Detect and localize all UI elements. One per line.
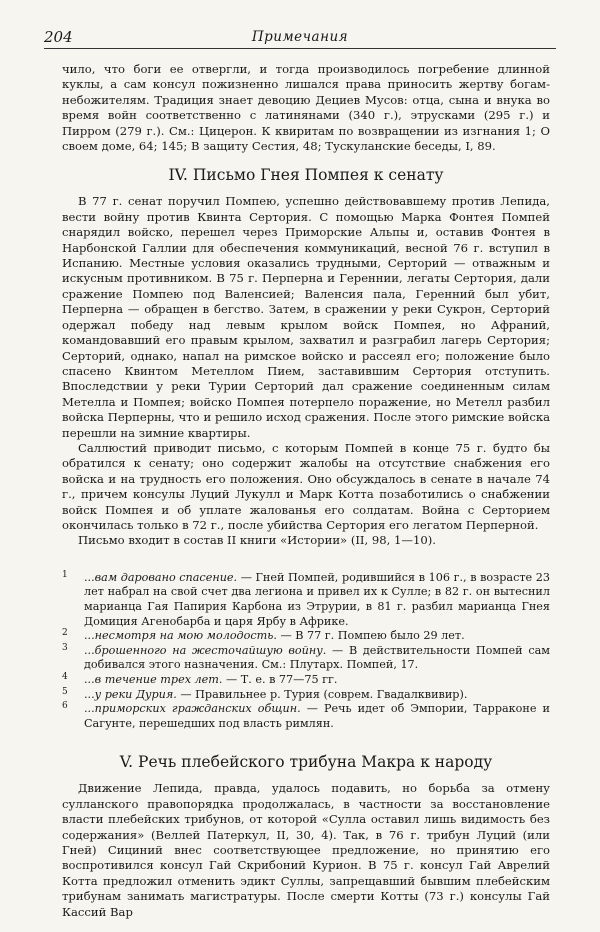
note-text: — Речь идет об Эмпории, Тарраконе и Сагунте, перешедших под власть римлян. [84, 702, 550, 730]
note [62, 644, 550, 673]
intro-paragraph: чило, что боги ее отвергли, и тогда производилось погребение длинной куклы, а сам консул пожизненно лишался права приносить жертву богам-небожителям. Традиция знает девоцию Дециев Мусов: отца, сына и внука во время войн соответственно с латинянами (340 г.), этрусками (295 г.) и Пирром (279 г.). См.: Цицерон. К квиритам по возвращении из изгнания 1; О своем доме, 64; 145; В защиту Сестия, 48; Тускуланские беседы, I, 89. [62, 62, 550, 154]
page-number: 204 [44, 28, 73, 46]
section-4-paragraph: В 77 г. сенат поручил Помпею, успешно действовавшему против Лепида, вести войну против Квинта Сертория. С помощью Марка Фонтея Помпей снарядил войско, перешел через Приморские Альпы и, оставив Фонтея в Нарбонской Галлии для обеспечения коммуникаций, весной 76 г. вступил в Испанию. Местные условия оказались трудными, Серторий — отважным и искусным противником. В 75 г. Перперна и Гереннии, легаты Сертория, дали сражение Помпею под Валенсией; Валенсия пала, Геренний был убит, Перперна — обращен в бегство. Затем, в сражении у реки Сукрон, Серторий одержал победу над левым крылом войск Помпея, но Афраний, командовавший его правым крылом, захватил и разграбил лагерь Сертория; Серторий, однако, напал на римское войско и рассеял его; положение было спасено Квинтом Метеллом Пием, заставившим Сертория отступить. Впоследствии у реки Турии Серторий дал сражение соединенным силам Метелла и Помпея; войско Помпея потерпело поражение, но Метелл разбил войска Перперны, что и решило исход сражения. После этого римские войска перешли на зимние квартиры. [62, 194, 550, 440]
note-number: 4 [62, 671, 68, 682]
section-4-title: IV. Письмо Гнея Помпея к сенату [168, 166, 444, 185]
note [62, 629, 550, 644]
note-text: — Гней Помпей, родившийся в 106 г., в возрасте 23 лет набрал на свой счет два легиона и привел их к Сулле; в 82 г. он вытеснил марианца Гая Папирия Карбона из Этрурии, в 81 г. разбил марианца Гнея Домиция Агенобарба и царя Ярбу в Африке. [84, 570, 550, 628]
note-quote: ...в течение трех лет. [84, 672, 223, 686]
note-quote: ...приморских гражданских общин. [84, 702, 301, 716]
page-header [44, 28, 556, 49]
notes-list [62, 571, 550, 732]
note-quote: ...вам даровано спасение. [84, 570, 238, 584]
note-quote: ...несмотря на мою молодость. [84, 629, 277, 643]
section-5-title: V. Речь плебейского трибуна Макра к народу [119, 753, 493, 772]
note-number: 1 [62, 569, 68, 580]
section-5-paragraph: Движение Лепида, правда, удалось подавить, но борьба за отмену сулланского правопорядка продолжалась, в частности за восстановление власти плебейских трибунов, от которой «Сулла оставил лишь видимость без содержания» (Веллей Патеркул, II, 30, 4). Так, в 76 г. трибун Луций (или Гней) Сициний внес соответствующее предложение, но принятию его воспротивился консул Гай Скрибоний Курион. В 75 г. консул Гай Аврелий Котта предложил отменить эдикт Суллы, запрещавший бывшим плебейским трибунам занимать магистратуры. После смерти Котты (73 г.) консулы Гай Кассий Вар [62, 781, 550, 919]
note-number: 5 [62, 686, 68, 697]
note-quote: ...у реки Дурия. [84, 687, 177, 701]
note-number: 2 [62, 628, 68, 639]
note [62, 571, 550, 629]
section-4-paragraph: Саллюстий приводит письмо, с которым Помпей в конце 75 г. будто бы обратился к сенату; оно содержит жалобы на отсутствие снабжения его войска и на трудность его положения. Оно обсуждалось в сенате в начале 74 г., причем консулы Луций Лукулл и Марк Котта позаботились о снабжении войск Помпея и об уплате жалованья его солдатам. Война с Серторием окончилась только в 72 г., после убийства Сертория его легатом Перперной. [62, 440, 550, 532]
note-text: — В действительности Помпей сам добивался этого назначения. См.: Плутарх. Помпей, 17. [84, 643, 550, 672]
note [62, 688, 550, 703]
running-title: Примечания [251, 29, 349, 45]
note [62, 702, 550, 731]
page-body [62, 62, 550, 920]
note-text: — Правильнее р. Турия (соврем. Гвадалквивир). [176, 687, 468, 701]
section-4-paragraph: Письмо входит в состав II книги «Истории» (II, 98, 1—10). [78, 533, 436, 548]
note-number: 6 [62, 701, 68, 712]
section-5 [62, 753, 550, 920]
note-text: — В 77 г. Помпею было 29 лет. [276, 629, 465, 643]
note-number: 3 [62, 642, 68, 653]
note-text: — Т. е. в 77—75 гг. [222, 672, 338, 686]
note-quote: ...брошенного на жесточайшую войну. [84, 643, 327, 657]
note [62, 673, 550, 688]
